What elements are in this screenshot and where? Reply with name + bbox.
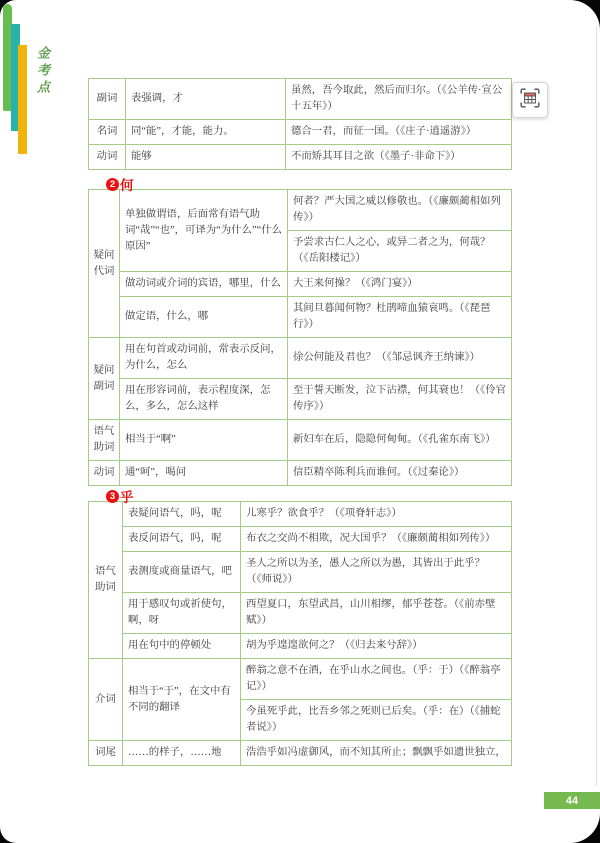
table-cell-head: 动词 — [89, 461, 120, 486]
table-row — [89, 552, 512, 593]
table-cell-desc: 用于感叹句或祈使句，啊，呀 — [123, 593, 241, 634]
table-cell-ex: 浩浩乎如冯虚御风，而不知其所止；飘飘乎如遗世独立， — [241, 741, 512, 766]
table-cell-ex: 信臣精卒陈利兵而谁何。（《过秦论》） — [288, 461, 512, 486]
table-cell-desc: 相当于“于”，在文中有不同的翻译 — [123, 659, 241, 741]
table-cell-ex: 布衣之交尚不相欺，况大国乎？（《廉颇蔺相如列传》） — [241, 527, 512, 552]
table-row — [89, 741, 512, 766]
table-row — [89, 120, 512, 145]
section-word: 乎 — [120, 490, 134, 505]
table-cell-head: 名词 — [89, 120, 126, 145]
table-cell-ex: 虽然，吾今取此，然后而归尔。（《公羊传·宣公十五年》） — [286, 79, 512, 120]
table-cell-ex: 胡为乎遑遑欲何之？（《归去来兮辞》） — [241, 634, 512, 659]
table-cell-ex: 德合一君，而征一国。（《庄子·逍遥游》） — [286, 120, 512, 145]
table-cell-desc: 做定语，什么，哪 — [120, 297, 288, 338]
table-cell-desc: 用在句中的停顿处 — [123, 634, 241, 659]
table-cell-ex: 今虽死乎此，比吾乡邻之死则已后矣。（乎：在）（《捕蛇者说》） — [241, 700, 512, 741]
section-marker-he — [106, 174, 134, 194]
table-cell-ex: 新妇车在后，隐隐何甸甸。（《孔雀东南飞》） — [288, 420, 512, 461]
table-cell-ex: 圣人之所以为圣，愚人之所以为愚，其皆出于此乎？（《师说》） — [241, 552, 512, 593]
table-cell-desc: 表测度或商量语气，吧 — [123, 552, 241, 593]
table-row — [89, 190, 512, 231]
table-cell-ex: 何者？严大国之威以修敬也。（《廉颇蔺相如列传》） — [288, 190, 512, 231]
table-cell-ex: 儿寒乎？欲食乎？（《项脊轩志》） — [241, 502, 512, 527]
table-cell-ex: 予尝求古仁人之心，或异二者之为，何哉？（《岳阳楼记》） — [288, 231, 512, 272]
table-row — [89, 79, 512, 120]
table-cell-ex: 至于誓天断发，泣下沾襟，何其衰也！（《伶官传序》） — [288, 379, 512, 420]
table-row — [89, 527, 512, 552]
table-cell-ex: 西望夏口，东望武昌，山川相缪，郁乎苍苍。（《前赤壁赋》） — [241, 593, 512, 634]
table-cell-head: 语气助词 — [89, 420, 120, 461]
table-cell-head: 词尾 — [89, 741, 123, 766]
table-cell-desc: 表疑问语气，吗，呢 — [123, 502, 241, 527]
table-cell-head: 疑问副词 — [89, 338, 120, 420]
table-row — [89, 593, 512, 634]
table-row — [89, 461, 512, 486]
table-cell-desc: 相当于“啊” — [120, 420, 288, 461]
table-cell-desc: 通“呵”，喝问 — [120, 461, 288, 486]
table-row — [89, 502, 512, 527]
function-word-table-hu — [88, 501, 512, 766]
table-cell-ex: 醉翁之意不在酒，在乎山水之间也。（乎：于）（《醉翁亭记》） — [241, 659, 512, 700]
page-fold-line — [596, 26, 597, 786]
table-cell-ex: 不而矫其耳目之欲（《墨子·非命下》） — [286, 145, 512, 170]
sidebar-tab-jinkaodian: 金考点 — [35, 46, 50, 97]
capture-table-icon — [519, 87, 541, 114]
table-row — [89, 145, 512, 170]
capture-table-button[interactable] — [512, 82, 548, 118]
table-cell-desc: 做动词或介词的宾语，哪里，什么 — [120, 272, 288, 297]
table-row — [89, 272, 512, 297]
table-cell-ex: 其间旦暮闻何物？杜鹃啼血猿哀鸣。（《琵琶行》） — [288, 297, 512, 338]
sidebar-bar-yellow — [18, 45, 27, 154]
table-cell-ex: 大王来何操？（《鸿门宴》） — [288, 272, 512, 297]
table-row — [89, 297, 512, 338]
table-row — [89, 659, 512, 700]
circled-number-icon: 3 — [106, 490, 119, 503]
page-number-badge: 44 — [544, 792, 600, 809]
table-cell-desc: ……的样子，……地 — [123, 741, 241, 766]
table-cell-desc: 同“能”，才能，能力。 — [126, 120, 286, 145]
table-cell-head: 语气助词 — [89, 502, 123, 659]
table-row — [89, 379, 512, 420]
table-row — [89, 420, 512, 461]
table-word-neng — [88, 78, 511, 170]
table-cell-ex: 徐公何能及君也？（《邹忌讽齐王纳谏》） — [288, 338, 512, 379]
function-word-table-neng — [88, 78, 512, 170]
table-cell-head: 副词 — [89, 79, 126, 120]
table-cell-head: 疑问代词 — [89, 190, 120, 338]
circled-number-icon: 2 — [106, 178, 119, 191]
table-cell-desc: 表强调，才 — [126, 79, 286, 120]
table-cell-head: 动词 — [89, 145, 126, 170]
section-word: 何 — [120, 178, 134, 193]
table-cell-desc: 能够 — [126, 145, 286, 170]
table-cell-desc: 单独做谓语，后面常有语气助词“哉”“也”，可译为“为什么”“什么原因” — [120, 190, 288, 272]
table-cell-head: 介词 — [89, 659, 123, 741]
section-marker-hu — [106, 486, 134, 506]
table-row — [89, 634, 512, 659]
function-word-table-he — [88, 189, 512, 486]
table-cell-desc: 用在形容词前，表示程度深，怎么，多么，怎么这样 — [120, 379, 288, 420]
table-word-he — [88, 189, 511, 486]
table-word-hu — [88, 501, 511, 766]
table-row — [89, 338, 512, 379]
table-cell-desc: 表反问语气，吗，呢 — [123, 527, 241, 552]
table-cell-desc: 用在句首或动词前，常表示反问，为什么，怎么 — [120, 338, 288, 379]
